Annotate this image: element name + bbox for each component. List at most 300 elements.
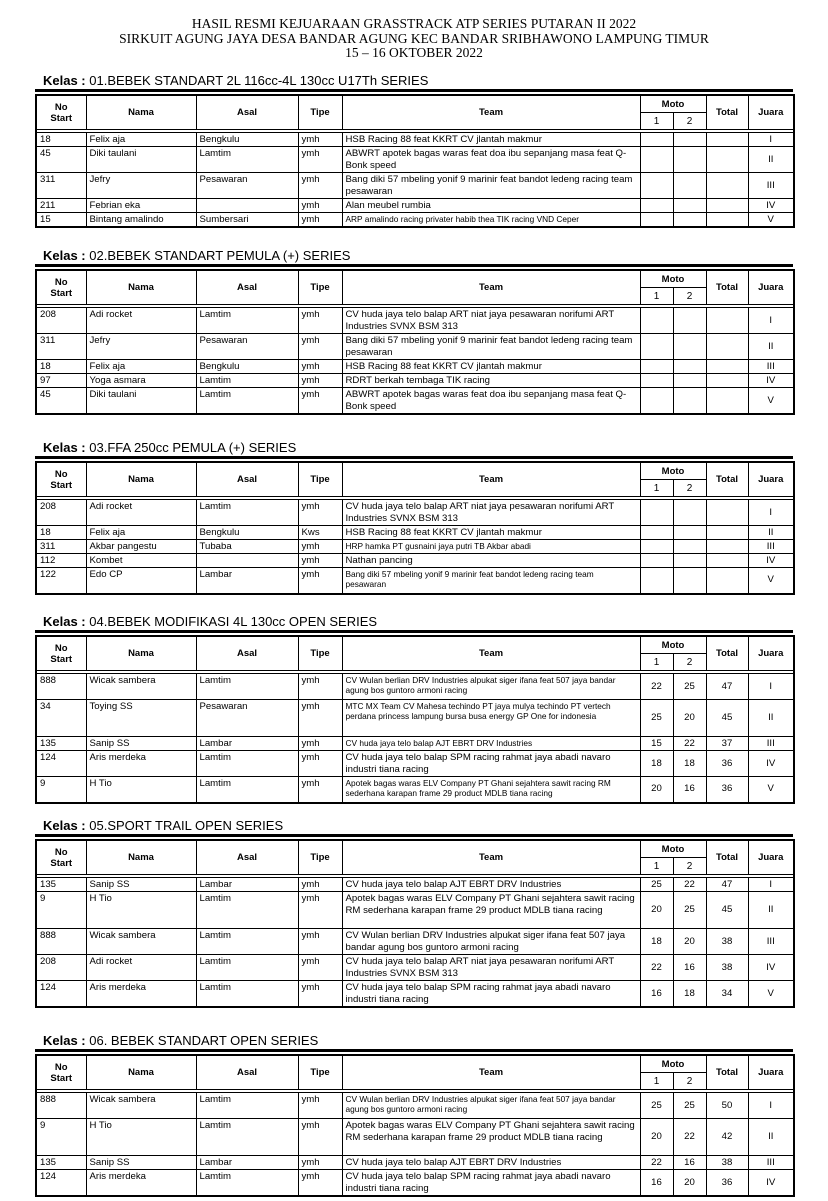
col-moto-2: 2 xyxy=(673,858,706,875)
result-row xyxy=(36,540,794,554)
rider-name: Aris merdeka xyxy=(86,981,196,1008)
rank: II xyxy=(748,147,794,173)
total-score: 45 xyxy=(706,700,748,737)
no-start: 124 xyxy=(36,981,86,1008)
moto-2-score: 20 xyxy=(673,1170,706,1197)
col-team: Team xyxy=(342,270,640,305)
document-header xyxy=(0,17,828,61)
moto-2-score: 25 xyxy=(673,674,706,700)
col-nama: Nama xyxy=(86,840,196,875)
bike-type: ymh xyxy=(298,981,342,1008)
rank: III xyxy=(748,540,794,554)
total-score: 37 xyxy=(706,737,748,751)
col-juara: Juara xyxy=(748,95,794,130)
bike-type: ymh xyxy=(298,1093,342,1119)
moto-1-score xyxy=(640,147,673,173)
col-moto-1: 1 xyxy=(640,480,673,497)
rider-origin: Bengkulu xyxy=(196,526,298,540)
results-table xyxy=(35,635,795,804)
rider-name: Febrian eka xyxy=(86,199,196,213)
rank: IV xyxy=(748,955,794,981)
team-name: CV huda jaya telo balap ART niat jaya pesawaran norifumi ART Industries SVNX BSM 313 xyxy=(342,308,640,334)
team-name: ARP amalindo racing privater habib thea TIK racing VND Ceper xyxy=(342,213,640,228)
col-nama: Nama xyxy=(86,270,196,305)
no-start: 9 xyxy=(36,892,86,929)
no-start: 18 xyxy=(36,360,86,374)
bike-type: ymh xyxy=(298,133,342,147)
team-name: Bang diki 57 mbeling yonif 9 marinir feat bandot ledeng racing team pesawaran xyxy=(342,334,640,360)
bike-type: ymh xyxy=(298,388,342,415)
rider-name: Sanip SS xyxy=(86,878,196,892)
col-moto-1: 1 xyxy=(640,288,673,305)
col-tipe: Tipe xyxy=(298,840,342,875)
team-name: CV huda jaya telo balap SPM racing rahmat jaya abadi navaro industri tiana racing xyxy=(342,981,640,1008)
no-start: 9 xyxy=(36,1119,86,1156)
result-row xyxy=(36,929,794,955)
moto-1-score xyxy=(640,500,673,526)
rank: V xyxy=(748,981,794,1008)
moto-2-score xyxy=(673,360,706,374)
rider-origin: Sumbersari xyxy=(196,213,298,228)
moto-1-score: 22 xyxy=(640,674,673,700)
moto-1-score xyxy=(640,568,673,594)
no-start: 15 xyxy=(36,213,86,228)
rider-name: Toying SS xyxy=(86,700,196,737)
rider-origin: Lambar xyxy=(196,737,298,751)
kelas-name: 01.BEBEK STANDART 2L 116cc-4L 130cc U17Th SERIES xyxy=(85,73,429,88)
moto-2-score: 16 xyxy=(673,955,706,981)
moto-1-score: 16 xyxy=(640,1170,673,1197)
col-no-start: No Start xyxy=(36,636,86,671)
kelas-label: Kelas : xyxy=(43,614,86,629)
col-nama: Nama xyxy=(86,636,196,671)
team-name: CV huda jaya telo balap AJT EBRT DRV Industries xyxy=(342,737,640,751)
total-score xyxy=(706,334,748,360)
moto-1-score: 18 xyxy=(640,929,673,955)
bike-type: ymh xyxy=(298,751,342,777)
divider xyxy=(35,1049,793,1052)
no-start: 311 xyxy=(36,334,86,360)
result-row xyxy=(36,1156,794,1170)
rider-origin xyxy=(196,554,298,568)
moto-2-score: 18 xyxy=(673,981,706,1008)
rank: V xyxy=(748,213,794,228)
results-table xyxy=(35,269,795,415)
rank: V xyxy=(748,777,794,803)
rider-origin: Lamtim xyxy=(196,777,298,803)
rider-name: Yoga asmara xyxy=(86,374,196,388)
rank: II xyxy=(748,334,794,360)
col-tipe: Tipe xyxy=(298,462,342,497)
rider-origin: Lamtim xyxy=(196,374,298,388)
result-row xyxy=(36,308,794,334)
bike-type: ymh xyxy=(298,374,342,388)
rider-name: Wicak sambera xyxy=(86,1093,196,1119)
total-score: 34 xyxy=(706,981,748,1008)
no-start: 135 xyxy=(36,737,86,751)
moto-1-score: 25 xyxy=(640,1093,673,1119)
result-row xyxy=(36,700,794,737)
col-team: Team xyxy=(342,840,640,875)
no-start: 135 xyxy=(36,1156,86,1170)
result-row xyxy=(36,1170,794,1197)
moto-2-score xyxy=(673,334,706,360)
bike-type: ymh xyxy=(298,1156,342,1170)
team-name: CV huda jaya telo balap AJT EBRT DRV Industries xyxy=(342,1156,640,1170)
col-moto: Moto xyxy=(640,636,706,654)
result-row xyxy=(36,147,794,173)
bike-type: ymh xyxy=(298,199,342,213)
col-no-start: No Start xyxy=(36,270,86,305)
kelas-title xyxy=(43,72,793,89)
col-tipe: Tipe xyxy=(298,270,342,305)
col-total: Total xyxy=(706,270,748,305)
kelas-name: 03.FFA 250cc PEMULA (+) SERIES xyxy=(85,440,297,455)
kelas-name: 04.BEBEK MODIFIKASI 4L 130cc OPEN SERIES xyxy=(85,614,378,629)
moto-2-score xyxy=(673,374,706,388)
team-name: RDRT berkah tembaga TIK racing xyxy=(342,374,640,388)
no-start: 34 xyxy=(36,700,86,737)
moto-2-score xyxy=(673,133,706,147)
result-row xyxy=(36,674,794,700)
no-start: 124 xyxy=(36,1170,86,1197)
no-start: 135 xyxy=(36,878,86,892)
kelas-section xyxy=(35,439,793,595)
col-no-start: No Start xyxy=(36,462,86,497)
rider-origin: Pesawaran xyxy=(196,700,298,737)
bike-type: ymh xyxy=(298,674,342,700)
moto-2-score xyxy=(673,308,706,334)
rank: I xyxy=(748,308,794,334)
no-start: 888 xyxy=(36,1093,86,1119)
result-row xyxy=(36,751,794,777)
col-moto-1: 1 xyxy=(640,654,673,671)
moto-1-score xyxy=(640,213,673,228)
bike-type: ymh xyxy=(298,1170,342,1197)
rider-origin: Lamtim xyxy=(196,1093,298,1119)
moto-1-score: 25 xyxy=(640,700,673,737)
col-juara: Juara xyxy=(748,636,794,671)
result-row xyxy=(36,554,794,568)
kelas-title xyxy=(43,439,793,456)
team-name: MTC MX Team CV Mahesa techindo PT jaya mulya techindo PT vertech perdana princess lampung bursa busa energy GP One for indonesia xyxy=(342,700,640,737)
result-row xyxy=(36,777,794,803)
rider-name: Felix aja xyxy=(86,133,196,147)
no-start: 18 xyxy=(36,526,86,540)
team-name: CV Wulan berlian DRV Industries alpukat siger ifana feat 507 jaya bandar agung bos guntoro armoni racing xyxy=(342,674,640,700)
col-total: Total xyxy=(706,1055,748,1090)
rider-name: Diki taulani xyxy=(86,147,196,173)
team-name: HSB Racing 88 feat KKRT CV jlantah makmur xyxy=(342,526,640,540)
col-asal: Asal xyxy=(196,95,298,130)
no-start: 124 xyxy=(36,751,86,777)
moto-2-score xyxy=(673,147,706,173)
header-title: HASIL RESMI KEJUARAAN GRASSTRACK ATP SERIES PUTARAN II 2022 xyxy=(191,16,637,31)
team-name: HSB Racing 88 feat KKRT CV jlantah makmur xyxy=(342,360,640,374)
rider-origin: Lambar xyxy=(196,878,298,892)
col-no-start: No Start xyxy=(36,95,86,130)
no-start: 112 xyxy=(36,554,86,568)
bike-type: ymh xyxy=(298,173,342,199)
rider-name: Wicak sambera xyxy=(86,929,196,955)
col-moto: Moto xyxy=(640,1055,706,1073)
rider-name: Kombet xyxy=(86,554,196,568)
result-row xyxy=(36,173,794,199)
rank: IV xyxy=(748,374,794,388)
no-start: 45 xyxy=(36,388,86,415)
team-name: CV huda jaya telo balap AJT EBRT DRV Industries xyxy=(342,878,640,892)
header-date: 15 – 16 OKTOBER 2022 xyxy=(345,45,483,60)
no-start: 888 xyxy=(36,929,86,955)
total-score xyxy=(706,213,748,228)
kelas-label: Kelas : xyxy=(43,248,86,263)
kelas-label: Kelas : xyxy=(43,818,86,833)
moto-2-score: 22 xyxy=(673,1119,706,1156)
moto-1-score: 22 xyxy=(640,1156,673,1170)
total-score: 47 xyxy=(706,878,748,892)
rider-origin: Lamtim xyxy=(196,929,298,955)
moto-2-score xyxy=(673,199,706,213)
moto-1-score xyxy=(640,540,673,554)
col-moto-2: 2 xyxy=(673,113,706,130)
kelas-name: 05.SPORT TRAIL OPEN SERIES xyxy=(85,818,284,833)
col-moto-2: 2 xyxy=(673,654,706,671)
result-row xyxy=(36,1093,794,1119)
rider-name: Aris merdeka xyxy=(86,1170,196,1197)
rider-origin: Lamtim xyxy=(196,892,298,929)
divider xyxy=(35,264,793,267)
no-start: 97 xyxy=(36,374,86,388)
moto-2-score: 20 xyxy=(673,929,706,955)
kelas-section xyxy=(35,247,793,415)
rider-name: Adi rocket xyxy=(86,500,196,526)
result-row xyxy=(36,878,794,892)
col-team: Team xyxy=(342,95,640,130)
moto-2-score xyxy=(673,568,706,594)
col-team: Team xyxy=(342,636,640,671)
bike-type: ymh xyxy=(298,554,342,568)
moto-1-score xyxy=(640,199,673,213)
rank: III xyxy=(748,360,794,374)
total-score: 38 xyxy=(706,929,748,955)
total-score xyxy=(706,526,748,540)
col-moto-1: 1 xyxy=(640,113,673,130)
moto-1-score xyxy=(640,526,673,540)
bike-type: ymh xyxy=(298,777,342,803)
result-row xyxy=(36,526,794,540)
team-name: CV huda jaya telo balap ART niat jaya pesawaran norifumi ART Industries SVNX BSM 313 xyxy=(342,500,640,526)
kelas-title xyxy=(43,1032,793,1049)
result-row xyxy=(36,1119,794,1156)
moto-1-score xyxy=(640,554,673,568)
kelas-label: Kelas : xyxy=(43,1033,86,1048)
team-name: CV Wulan berlian DRV Industries alpukat siger ifana feat 507 jaya bandar agung bos guntoro armoni racing xyxy=(342,1093,640,1119)
moto-2-score: 22 xyxy=(673,737,706,751)
rider-origin: Tubaba xyxy=(196,540,298,554)
team-name: CV huda jaya telo balap ART niat jaya pesawaran norifumi ART Industries SVNX BSM 313 xyxy=(342,955,640,981)
rider-origin: Lamtim xyxy=(196,1170,298,1197)
total-score xyxy=(706,308,748,334)
no-start: 122 xyxy=(36,568,86,594)
rider-origin: Lamtim xyxy=(196,1119,298,1156)
team-name: ABWRT apotek bagas waras feat doa ibu sepanjang masa feat Q-Bonk speed xyxy=(342,147,640,173)
total-score: 42 xyxy=(706,1119,748,1156)
moto-2-score: 22 xyxy=(673,878,706,892)
team-name: Alan meubel rumbia xyxy=(342,199,640,213)
total-score xyxy=(706,374,748,388)
result-row xyxy=(36,374,794,388)
moto-1-score xyxy=(640,360,673,374)
team-name: Apotek bagas waras ELV Company PT Ghani sejahtera sawit racing RM sederhana karapan frame 29 product MDLB tiana racing xyxy=(342,1119,640,1156)
col-moto: Moto xyxy=(640,840,706,858)
rider-origin: Bengkulu xyxy=(196,360,298,374)
moto-1-score: 15 xyxy=(640,737,673,751)
total-score xyxy=(706,568,748,594)
col-total: Total xyxy=(706,840,748,875)
bike-type: ymh xyxy=(298,147,342,173)
rider-name: Bintang amalindo xyxy=(86,213,196,228)
kelas-title xyxy=(43,247,793,264)
rider-name: Jefry xyxy=(86,173,196,199)
result-row xyxy=(36,199,794,213)
col-total: Total xyxy=(706,462,748,497)
rider-origin: Lamtim xyxy=(196,751,298,777)
no-start: 311 xyxy=(36,173,86,199)
rider-name: Adi rocket xyxy=(86,308,196,334)
rank: IV xyxy=(748,554,794,568)
col-total: Total xyxy=(706,636,748,671)
total-score xyxy=(706,360,748,374)
result-row xyxy=(36,360,794,374)
rider-origin: Lamtim xyxy=(196,955,298,981)
total-score xyxy=(706,540,748,554)
kelas-section xyxy=(35,1032,793,1197)
team-name: Bang diki 57 mbeling yonif 9 marinir feat bandot ledeng racing team pesawaran xyxy=(342,173,640,199)
bike-type: ymh xyxy=(298,955,342,981)
total-score: 47 xyxy=(706,674,748,700)
kelas-label: Kelas : xyxy=(43,73,86,88)
bike-type: ymh xyxy=(298,1119,342,1156)
rider-name: H Tio xyxy=(86,892,196,929)
total-score xyxy=(706,133,748,147)
rider-origin: Lambar xyxy=(196,568,298,594)
kelas-title xyxy=(43,817,793,834)
no-start: 18 xyxy=(36,133,86,147)
rider-name: Sanip SS xyxy=(86,737,196,751)
result-row xyxy=(36,955,794,981)
no-start: 208 xyxy=(36,955,86,981)
col-asal: Asal xyxy=(196,840,298,875)
total-score: 45 xyxy=(706,892,748,929)
rank: V xyxy=(748,568,794,594)
moto-2-score: 20 xyxy=(673,700,706,737)
col-moto: Moto xyxy=(640,95,706,113)
moto-2-score xyxy=(673,554,706,568)
bike-type: ymh xyxy=(298,737,342,751)
results-table xyxy=(35,461,795,595)
rider-origin: Lamtim xyxy=(196,388,298,415)
no-start: 208 xyxy=(36,308,86,334)
rider-origin xyxy=(196,199,298,213)
header-venue: SIRKUIT AGUNG JAYA DESA BANDAR AGUNG KEC BANDAR SRIBHAWONO LAMPUNG TIMUR xyxy=(119,30,709,46)
kelas-name: 06. BEBEK STANDART OPEN SERIES xyxy=(85,1033,319,1048)
total-score xyxy=(706,388,748,415)
moto-2-score xyxy=(673,540,706,554)
col-total: Total xyxy=(706,95,748,130)
rider-name: Akbar pangestu xyxy=(86,540,196,554)
rider-name: H Tio xyxy=(86,777,196,803)
total-score xyxy=(706,199,748,213)
no-start: 9 xyxy=(36,777,86,803)
col-juara: Juara xyxy=(748,840,794,875)
col-team: Team xyxy=(342,1055,640,1090)
result-row xyxy=(36,213,794,228)
moto-2-score xyxy=(673,213,706,228)
result-row xyxy=(36,981,794,1008)
rank: II xyxy=(748,700,794,737)
result-row xyxy=(36,388,794,415)
result-row xyxy=(36,892,794,929)
rider-origin: Lamtim xyxy=(196,674,298,700)
rider-name: Adi rocket xyxy=(86,955,196,981)
rider-name: Diki taulani xyxy=(86,388,196,415)
total-score: 36 xyxy=(706,777,748,803)
rank: V xyxy=(748,388,794,415)
col-moto-2: 2 xyxy=(673,480,706,497)
bike-type: ymh xyxy=(298,334,342,360)
moto-1-score: 25 xyxy=(640,878,673,892)
col-asal: Asal xyxy=(196,1055,298,1090)
moto-1-score: 20 xyxy=(640,777,673,803)
results-table xyxy=(35,839,795,1008)
bike-type: ymh xyxy=(298,540,342,554)
rank: III xyxy=(748,929,794,955)
total-score xyxy=(706,147,748,173)
rank: II xyxy=(748,1119,794,1156)
total-score xyxy=(706,500,748,526)
rank: II xyxy=(748,526,794,540)
bike-type: Kws xyxy=(298,526,342,540)
team-name: ABWRT apotek bagas waras feat doa ibu sepanjang masa feat Q-Bonk speed xyxy=(342,388,640,415)
rider-name: Felix aja xyxy=(86,360,196,374)
total-score: 38 xyxy=(706,955,748,981)
rider-origin: Lamtim xyxy=(196,981,298,1008)
team-name: CV huda jaya telo balap SPM racing rahmat jaya abadi navaro industri tiana racing xyxy=(342,1170,640,1197)
bike-type: ymh xyxy=(298,213,342,228)
rank: I xyxy=(748,500,794,526)
col-no-start: No Start xyxy=(36,1055,86,1090)
team-name: Apotek bagas waras ELV Company PT Ghani sejahtera sawit racing RM sederhana karapan frame 29 product MDLB tiana racing xyxy=(342,892,640,929)
bike-type: ymh xyxy=(298,308,342,334)
divider xyxy=(35,834,793,837)
col-juara: Juara xyxy=(748,270,794,305)
col-nama: Nama xyxy=(86,95,196,130)
col-moto-2: 2 xyxy=(673,288,706,305)
result-row xyxy=(36,334,794,360)
rank: I xyxy=(748,1093,794,1119)
kelas-section xyxy=(35,72,793,228)
kelas-label: Kelas : xyxy=(43,440,86,455)
bike-type: ymh xyxy=(298,929,342,955)
moto-2-score: 25 xyxy=(673,892,706,929)
rider-origin: Lamtim xyxy=(196,500,298,526)
team-name: CV huda jaya telo balap SPM racing rahmat jaya abadi navaro industri tiana racing xyxy=(342,751,640,777)
rank: I xyxy=(748,133,794,147)
moto-1-score xyxy=(640,173,673,199)
moto-1-score xyxy=(640,388,673,415)
bike-type: ymh xyxy=(298,700,342,737)
result-row xyxy=(36,500,794,526)
